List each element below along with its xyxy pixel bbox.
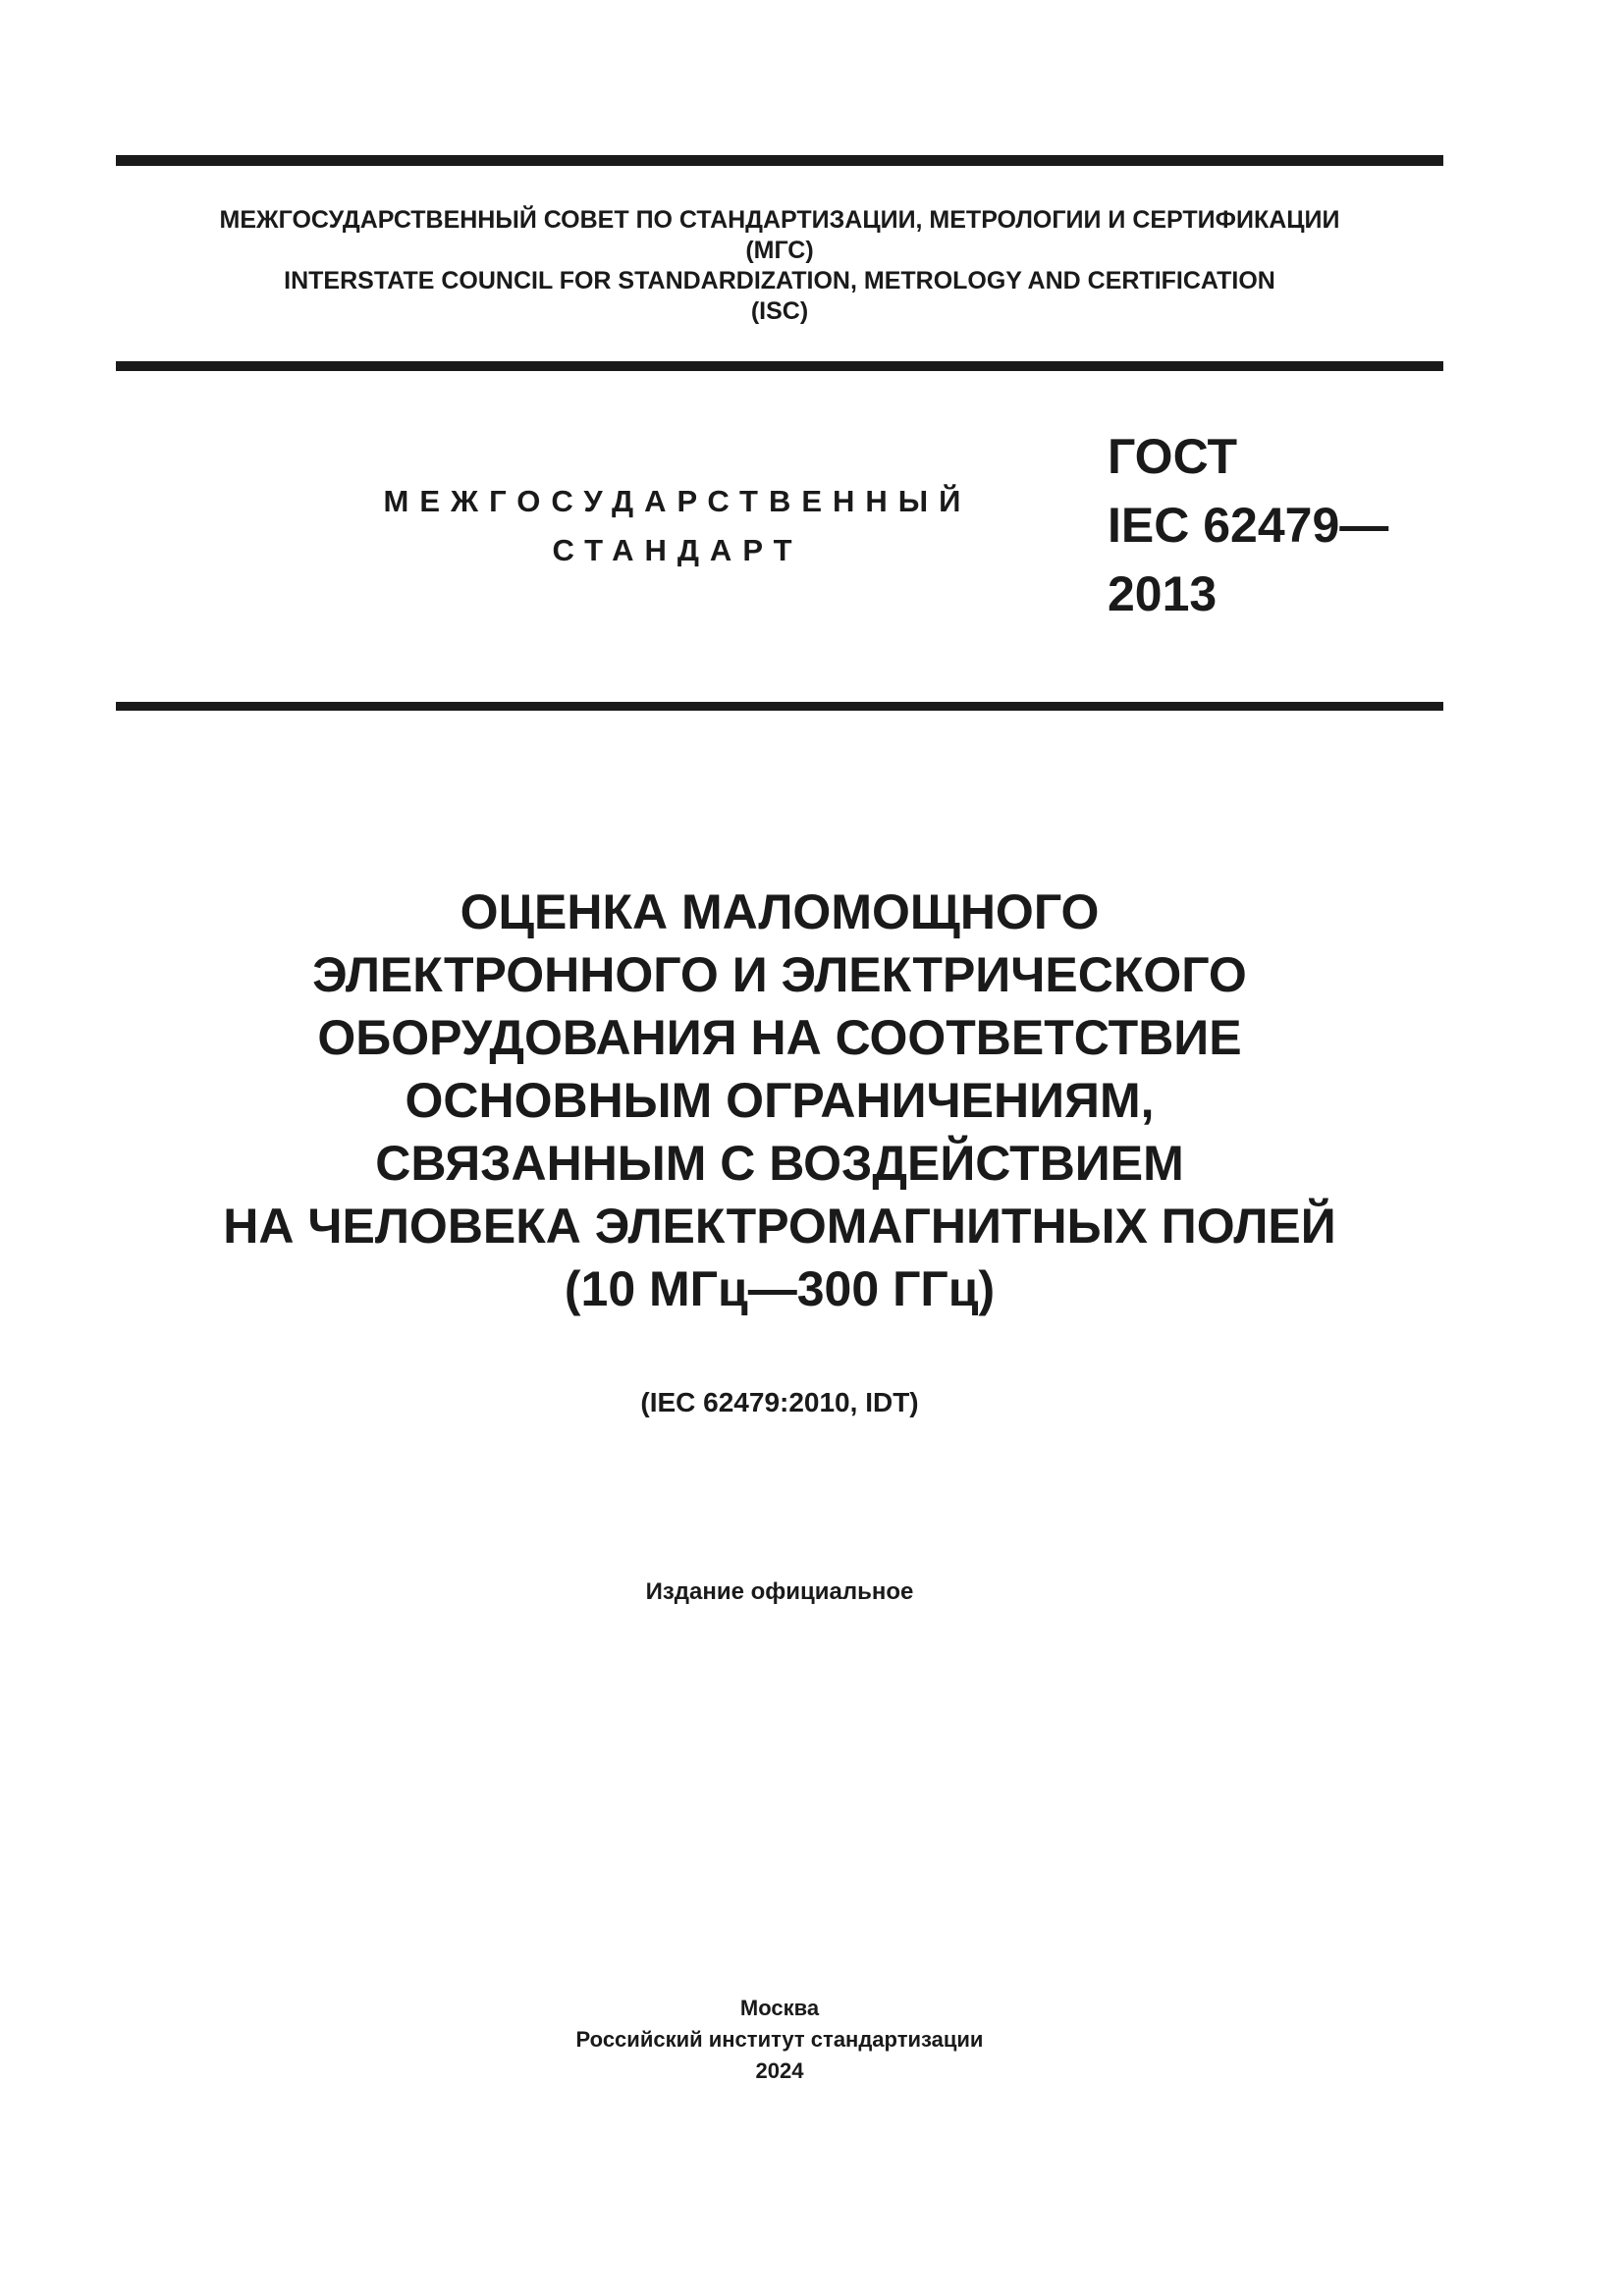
council-abbr-en: (ISC)	[750, 297, 809, 325]
standard-type-line2: СТАНДАРТ	[552, 533, 803, 567]
title-line: ОБОРУДОВАНИЯ НА СООТВЕТСТВИЕ	[317, 1010, 1242, 1065]
standard-number	[1108, 422, 1388, 628]
middle-rule	[116, 361, 1443, 371]
imprint-year: 2024	[755, 2058, 804, 2083]
standard-type	[324, 477, 1031, 575]
title-line: (10 МГц—300 ГГц)	[564, 1261, 996, 1316]
council-abbr-ru: (МГС)	[745, 237, 814, 264]
title-line: НА ЧЕЛОВЕКА ЭЛЕКТРОМАГНИТНЫХ ПОЛЕЙ	[223, 1199, 1336, 1254]
title-line: ОСНОВНЫМ ОГРАНИЧЕНИЯМ,	[405, 1073, 1155, 1128]
document-title	[116, 881, 1443, 1320]
standard-number-line2: IEC 62479—	[1108, 498, 1389, 553]
bottom-rule	[116, 702, 1443, 711]
imprint	[116, 1993, 1443, 2087]
standard-type-line1: МЕЖГОСУДАРСТВЕННЫЙ	[383, 484, 972, 518]
title-line: СВЯЗАННЫМ С ВОЗДЕЙСТВИЕМ	[375, 1136, 1184, 1191]
imprint-publisher: Российский институт стандартизации	[575, 2027, 984, 2052]
iec-reference: (IEC 62479:2010, IDT)	[640, 1387, 919, 1417]
title-line: ЭЛЕКТРОННОГО И ЭЛЕКТРИЧЕСКОГО	[312, 947, 1247, 1002]
standard-number-line1: ГОСТ	[1108, 429, 1237, 484]
council-name-en: INTERSTATE COUNCIL FOR STANDARDIZATION, METROLOGY AND CERTIFICATION	[284, 267, 1275, 294]
standard-number-line3: 2013	[1108, 566, 1218, 621]
imprint-city: Москва	[739, 1996, 820, 2020]
title-line: ОЦЕНКА МАЛОМОЩНОГО	[460, 884, 1100, 939]
top-rule	[116, 155, 1443, 166]
edition-note: Издание официальное	[645, 1578, 914, 1605]
council-header	[116, 205, 1443, 327]
council-name-ru: МЕЖГОСУДАРСТВЕННЫЙ СОВЕТ ПО СТАНДАРТИЗАЦИИ, МЕТРОЛОГИИ И СЕРТИФИКАЦИИ	[219, 206, 1340, 234]
